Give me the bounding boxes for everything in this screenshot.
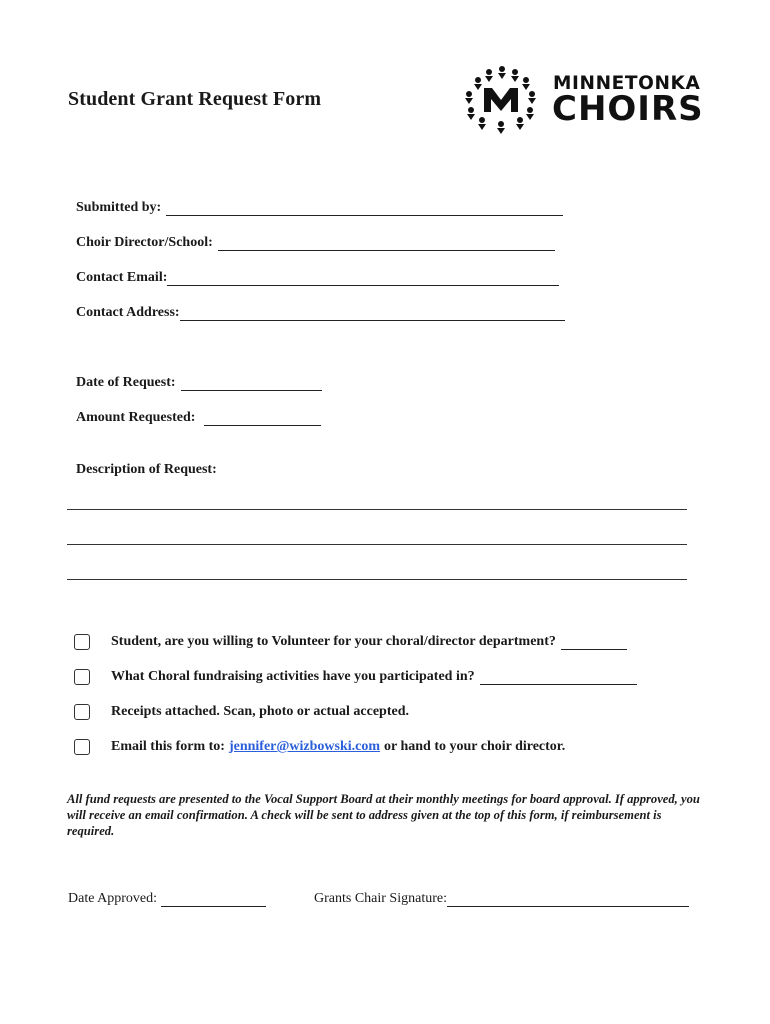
description-of-request-field bbox=[76, 460, 217, 478]
description-of-request-label: Description of Request: bbox=[76, 462, 217, 477]
submitted-by-field bbox=[76, 198, 563, 216]
minnetonka-choirs-logo bbox=[460, 64, 720, 138]
logo-wordmark-bottom: CHOIRS bbox=[552, 89, 704, 129]
volunteer-answer-input[interactable] bbox=[561, 635, 627, 650]
receipts-label: Receipts attached. Scan, photo or actual accepted. bbox=[111, 704, 409, 719]
grants-chair-signature-field bbox=[314, 891, 689, 907]
date-approved-input[interactable] bbox=[161, 892, 266, 907]
contact-email-input[interactable] bbox=[167, 271, 559, 286]
page-title: Student Grant Request Form bbox=[68, 88, 322, 110]
description-line-1[interactable] bbox=[67, 509, 687, 510]
amount-requested-label: Amount Requested: bbox=[76, 410, 196, 425]
submitted-by-input[interactable] bbox=[166, 201, 563, 216]
choir-singers-logo-icon bbox=[460, 64, 544, 134]
contact-address-input[interactable] bbox=[180, 306, 565, 321]
checklist-item-receipts bbox=[74, 701, 409, 723]
email-checkbox[interactable] bbox=[74, 739, 90, 755]
choir-director-school-field bbox=[76, 233, 555, 251]
contact-email-field bbox=[76, 268, 559, 286]
email-link[interactable]: jennifer@wizbowski.com bbox=[228, 739, 380, 754]
choir-director-school-input[interactable] bbox=[218, 236, 555, 251]
contact-address-field bbox=[76, 303, 565, 321]
email-prefix-label: Email this form to: bbox=[111, 739, 225, 754]
contact-address-label: Contact Address: bbox=[76, 305, 180, 320]
checklist-item-volunteer bbox=[74, 631, 627, 653]
submitted-by-label: Submitted by: bbox=[76, 200, 162, 215]
date-of-request-field bbox=[76, 373, 322, 391]
email-suffix-label: or hand to your choir director. bbox=[384, 739, 566, 754]
date-approved-field bbox=[68, 891, 266, 907]
volunteer-label: Student, are you willing to Volunteer for your choral/director department? bbox=[111, 634, 556, 649]
date-of-request-label: Date of Request: bbox=[76, 375, 176, 390]
receipts-checkbox[interactable] bbox=[74, 704, 90, 720]
amount-requested-input[interactable] bbox=[204, 411, 321, 426]
logo-wordmark-top: MINNETONKA bbox=[553, 73, 701, 94]
checklist-item-email bbox=[74, 736, 565, 758]
description-line-2[interactable] bbox=[67, 544, 687, 545]
volunteer-checkbox[interactable] bbox=[74, 634, 90, 650]
date-of-request-input[interactable] bbox=[181, 376, 322, 391]
fundraising-checkbox[interactable] bbox=[74, 669, 90, 685]
fundraising-label: What Choral fundraising activities have you participated in? bbox=[111, 669, 475, 684]
amount-requested-field bbox=[76, 408, 321, 426]
fundraising-answer-input[interactable] bbox=[480, 670, 637, 685]
date-approved-label: Date Approved: bbox=[68, 891, 158, 906]
description-line-3[interactable] bbox=[67, 579, 687, 580]
choir-director-school-label: Choir Director/School: bbox=[76, 235, 213, 250]
grants-chair-signature-input[interactable] bbox=[447, 892, 689, 907]
approval-notice: All fund requests are presented to the Vocal Support Board at their monthly meetings for board approval. If approved, you will receive an email confirmation. A check will be sent to address given at the top of this form, if reimbursement is required. bbox=[67, 792, 700, 838]
checklist-item-fundraising bbox=[74, 666, 637, 688]
grants-chair-signature-label: Grants Chair Signature: bbox=[314, 891, 447, 906]
contact-email-label: Contact Email: bbox=[76, 270, 168, 285]
